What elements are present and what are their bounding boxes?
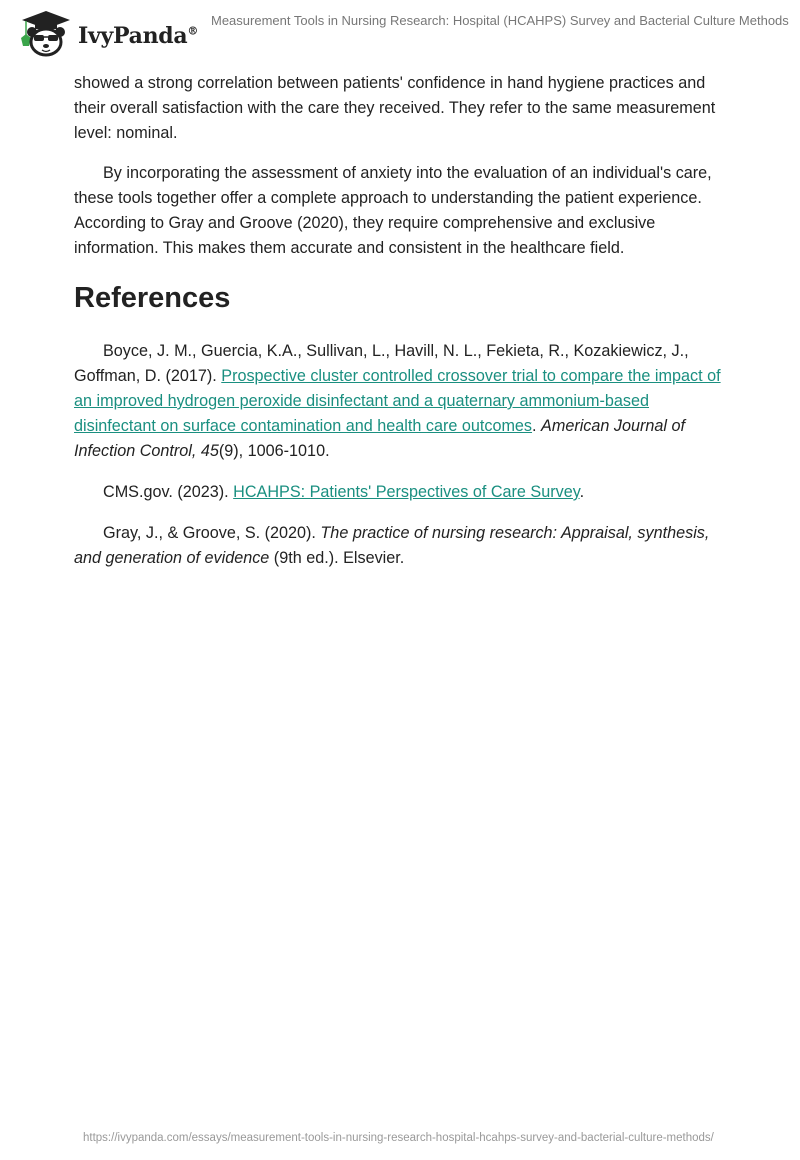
logo-wordmark: IvyPanda [78,23,188,49]
body-paragraph: showed a strong correlation between patients' confidence in hand hygiene practices and their overall satisfaction with the care they received. They refer to the same measurement level: nominal. [74,74,716,142]
reference-journal: American Journal of Infection Control, 45 [74,417,685,460]
reference-title: The practice of nursing research: Appraisal, synthesis, and generation of evidence [74,524,710,567]
reference-link[interactable]: HCAHPS: Patients' Perspectives of Care Survey [233,483,580,501]
reference-authors: CMS.gov. (2023). [103,483,234,501]
footer-url[interactable]: https://ivypanda.com/essays/measurement-tools-in-nursing-research-hospital-hcahps-survey-and-bacterial-culture-methods/ [83,1132,714,1144]
reference-suffix: . [579,483,585,501]
panda-graduate-icon [18,8,76,58]
document-title: Measurement Tools in Nursing Research: Hospital (HCAHPS) Survey and Bacterial Culture Methods [211,13,789,28]
reference-item [74,339,734,464]
logo-text [78,23,198,49]
references-list [74,339,734,587]
body-paragraph: By incorporating the assessment of anxiety into the evaluation of an individual's care, these tools together offer a complete approach to understanding the patient experience. According to Gray and Groove (2020), they require comprehensive and exclusive information. This makes them accurate and consistent in the healthcare field. [74,164,712,257]
registered-mark: ® [187,24,199,38]
reference-link[interactable]: Prospective cluster controlled crossover trial to compare the impact of an improved hydrogen peroxide disinfectant and a quaternary ammonium-based disinfectant on surface contamination and health care outcomes [74,367,721,435]
reference-suffix: (9), 1006-1010. [218,442,330,460]
reference-item [74,480,734,505]
essay-body [74,71,734,261]
reference-item [74,521,734,571]
reference-authors: Boyce, J. M., Guercia, K.A., Sullivan, L., Havill, N. L., Fekieta, R., Kozakiewicz, J., Goffman, D. (2017). [74,342,689,385]
ivypanda-logo[interactable] [18,8,198,58]
reference-authors: Gray, J., & Groove, S. (2020). [103,524,321,542]
references-heading: References [74,282,231,314]
page-header [0,0,800,60]
reference-punct: . [532,417,542,435]
reference-suffix: (9th ed.). Elsevier. [269,549,405,567]
